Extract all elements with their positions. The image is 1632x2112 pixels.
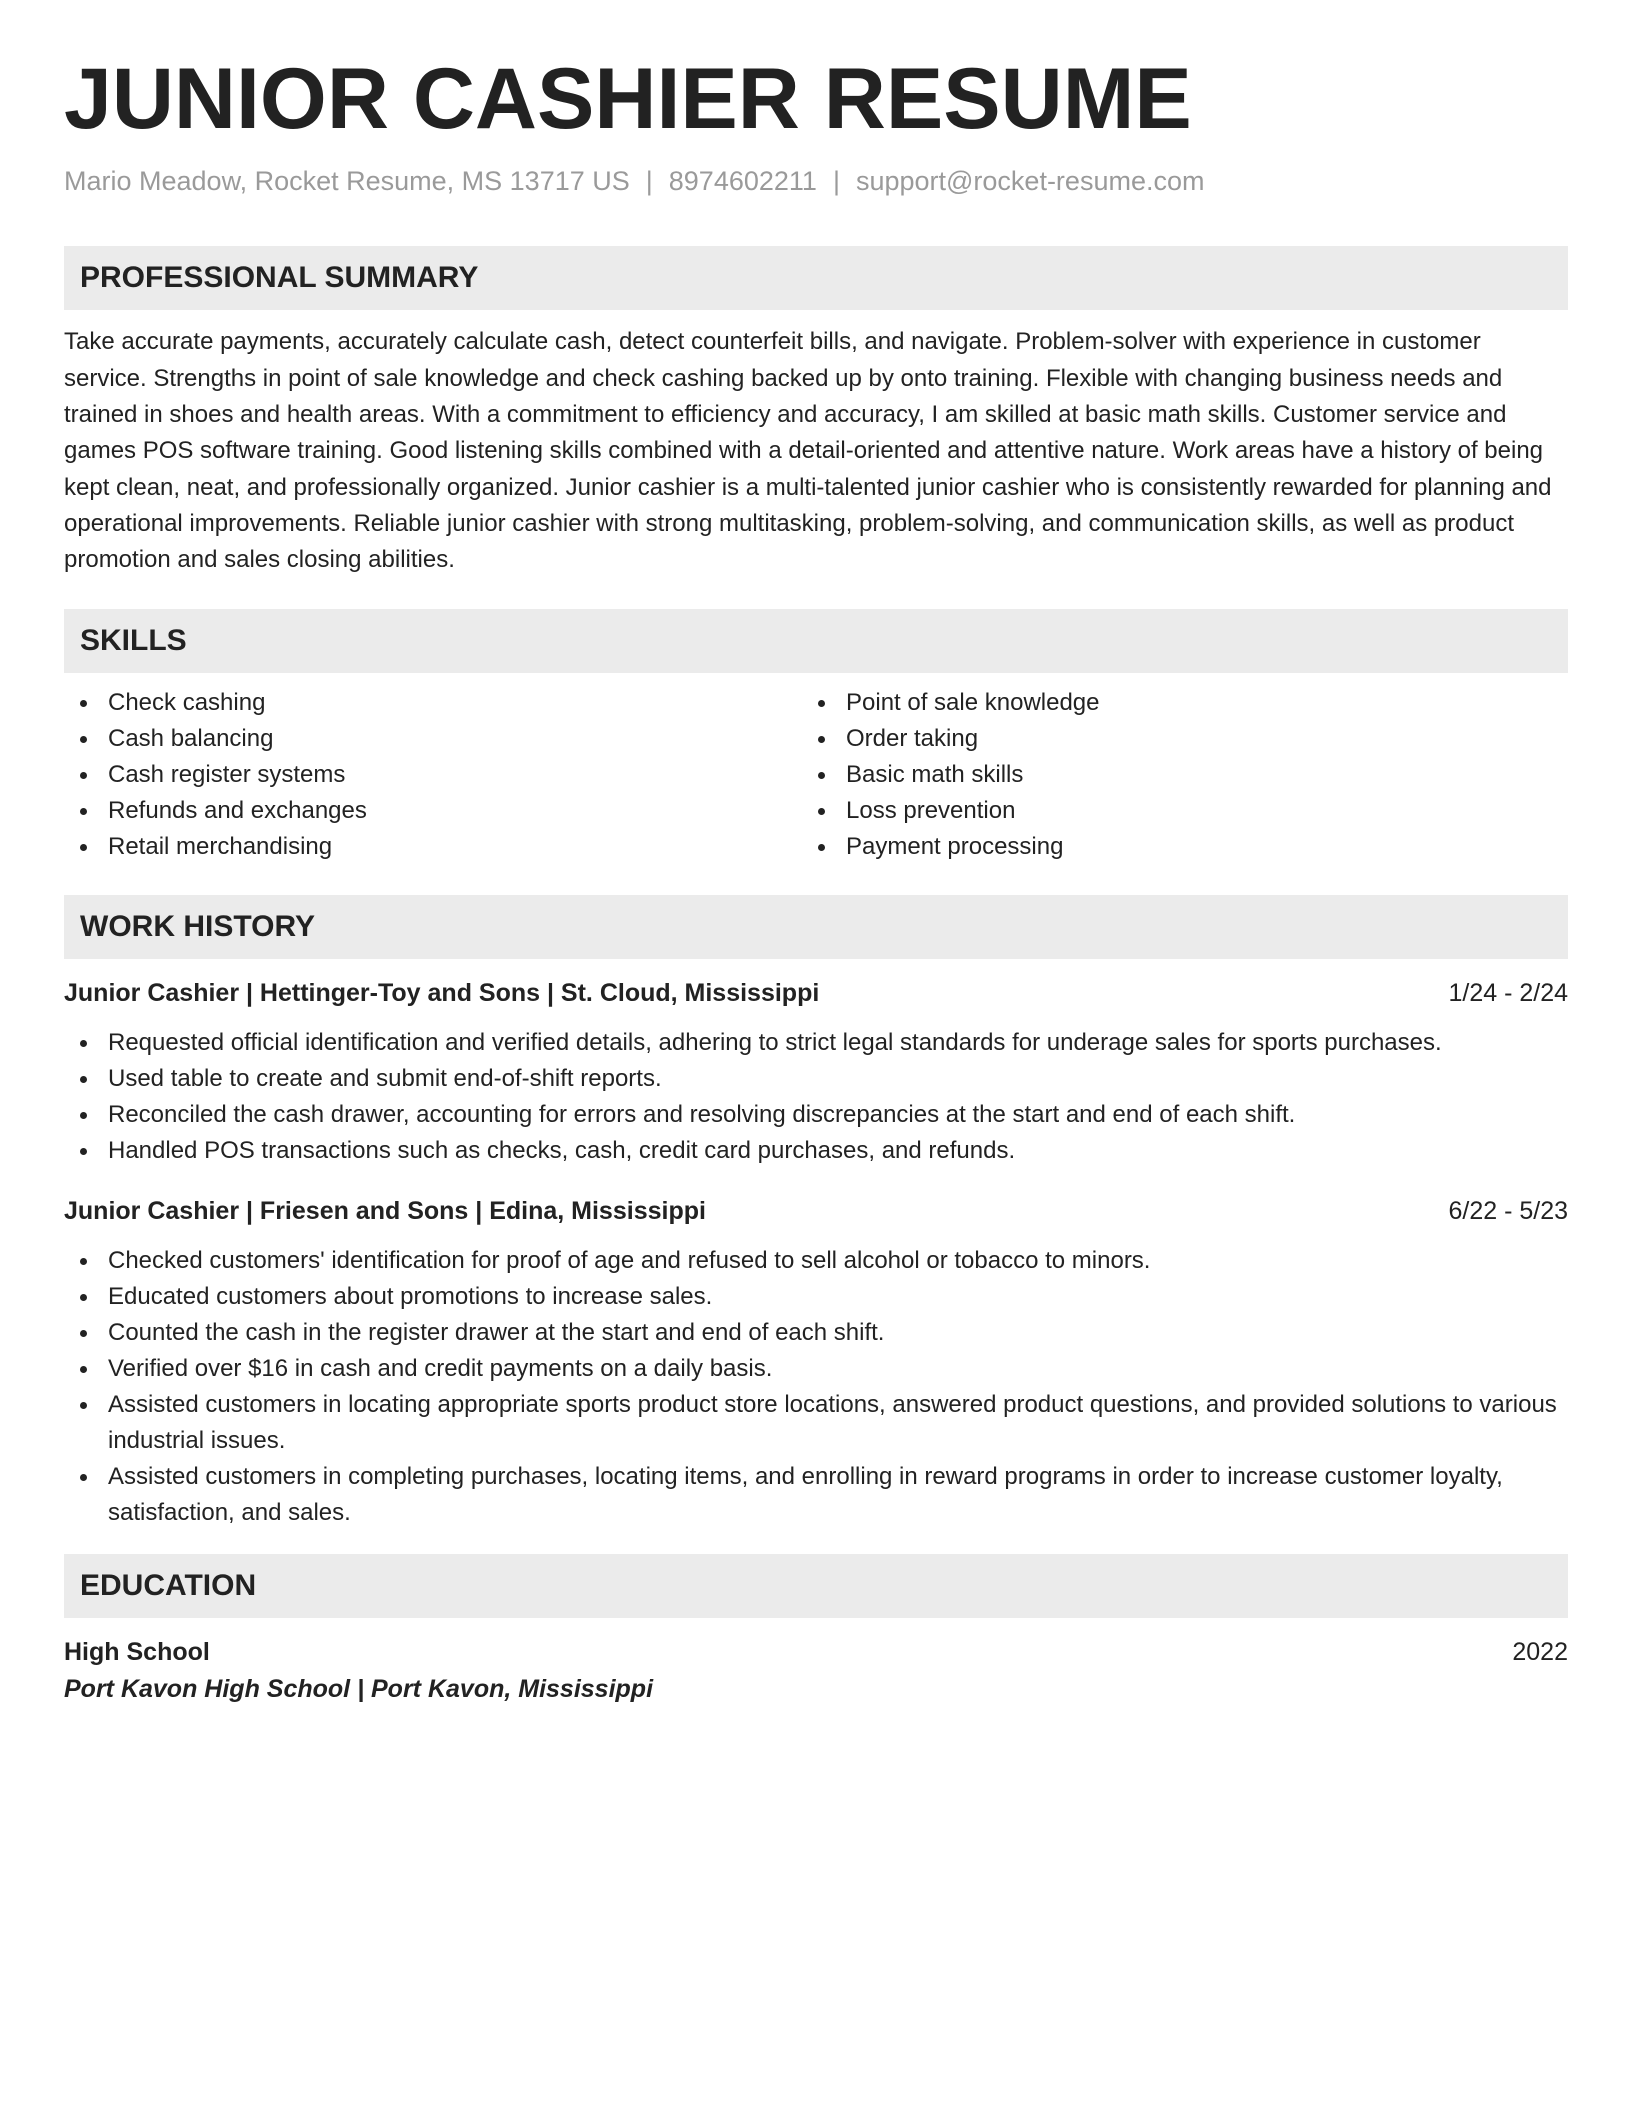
skill-item: Refunds and exchanges — [64, 793, 802, 829]
work-section-heading: WORK HISTORY — [64, 895, 1568, 959]
job-bullet: Counted the cash in the register drawer at the start and end of each shift. — [64, 1315, 1568, 1351]
job-bullet: Used table to create and submit end-of-shift reports. — [64, 1061, 1568, 1097]
skills-column-left — [64, 685, 802, 865]
skills-column-right — [802, 685, 1540, 865]
work-entry — [64, 1193, 1568, 1531]
job-dates: 1/24 - 2/24 — [1448, 979, 1568, 1008]
job-dates: 6/22 - 5/23 — [1448, 1197, 1568, 1226]
education-header — [64, 1634, 1568, 1670]
contact-email: support@rocket-resume.com — [855, 166, 1205, 197]
skill-item: Loss prevention — [802, 793, 1540, 829]
contact-separator: | — [645, 166, 653, 197]
skills-list — [64, 685, 1568, 865]
skill-item: Order taking — [802, 721, 1540, 757]
summary-section-heading: PROFESSIONAL SUMMARY — [64, 246, 1568, 310]
work-entry — [64, 975, 1568, 1169]
education-year: 2022 — [1512, 1638, 1568, 1667]
education-section-heading: EDUCATION — [64, 1554, 1568, 1618]
skill-item: Point of sale knowledge — [802, 685, 1540, 721]
skills-section-heading: SKILLS — [64, 609, 1568, 673]
skill-item: Cash register systems — [64, 757, 802, 793]
job-bullet: Assisted customers in completing purchases, locating items, and enrolling in reward programs in order to increase customer loyalty, satisfaction, and sales. — [64, 1459, 1568, 1531]
job-header — [64, 1193, 1568, 1229]
skill-item: Basic math skills — [802, 757, 1540, 793]
contact-address: Mario Meadow, Rocket Resume, MS 13717 US — [64, 166, 630, 197]
job-bullet: Handled POS transactions such as checks, cash, credit card purchases, and refunds. — [64, 1133, 1568, 1169]
summary-text: Take accurate payments, accurately calculate cash, detect counterfeit bills, and navigate. Problem-solver with experience in customer service. Strengths in point of sale knowledge and check cashing backed up by onto training. Flexible with changing business needs and trained in shoes and health areas. With a commitment to efficiency and accuracy, I am skilled at basic math skills. Customer service and games POS software training. Good listening skills combined with a detail-oriented and attentive nature. Work areas have a history of being kept clean, neat, and professionally organized. Junior cashier is a multi-talented junior cashier who is consistently rewarded for planning and operational improvements. Reliable junior cashier with strong multitasking, problem-solving, and communication skills, as well as product promotion and sales closing abilities. — [64, 328, 1552, 574]
education-school: Port Kavon High School | Port Kavon, Mississippi — [64, 1675, 654, 1704]
job-title: Junior Cashier | Friesen and Sons | Edina, Mississippi — [64, 1197, 706, 1226]
resume-title: JUNIOR CASHIER RESUME — [64, 51, 1192, 147]
job-bullet: Reconciled the cash drawer, accounting for errors and resolving discrepancies at the start and end of each shift. — [64, 1097, 1568, 1133]
contact-separator: | — [832, 166, 840, 197]
contact-phone: 8974602211 — [668, 166, 817, 197]
job-bullet: Verified over $16 in cash and credit payments on a daily basis. — [64, 1351, 1568, 1387]
skill-item: Cash balancing — [64, 721, 802, 757]
job-bullet: Checked customers' identification for proof of age and refused to sell alcohol or tobacco to minors. — [64, 1243, 1568, 1279]
job-title: Junior Cashier | Hettinger-Toy and Sons | St. Cloud, Mississippi — [64, 979, 820, 1008]
skill-item: Payment processing — [802, 829, 1540, 865]
skill-item: Check cashing — [64, 685, 802, 721]
skill-item: Retail merchandising — [64, 829, 802, 865]
job-bullet: Requested official identification and verified details, adhering to strict legal standards for underage sales for sports purchases. — [64, 1025, 1568, 1061]
job-bullet: Assisted customers in locating appropriate sports product store locations, answered product questions, and provided solutions to various industrial issues. — [64, 1387, 1568, 1459]
education-degree: High School — [64, 1638, 210, 1667]
job-bullet: Educated customers about promotions to increase sales. — [64, 1279, 1568, 1315]
contact-line — [64, 164, 1568, 199]
job-header — [64, 975, 1568, 1011]
education-entry — [64, 1634, 1568, 1708]
